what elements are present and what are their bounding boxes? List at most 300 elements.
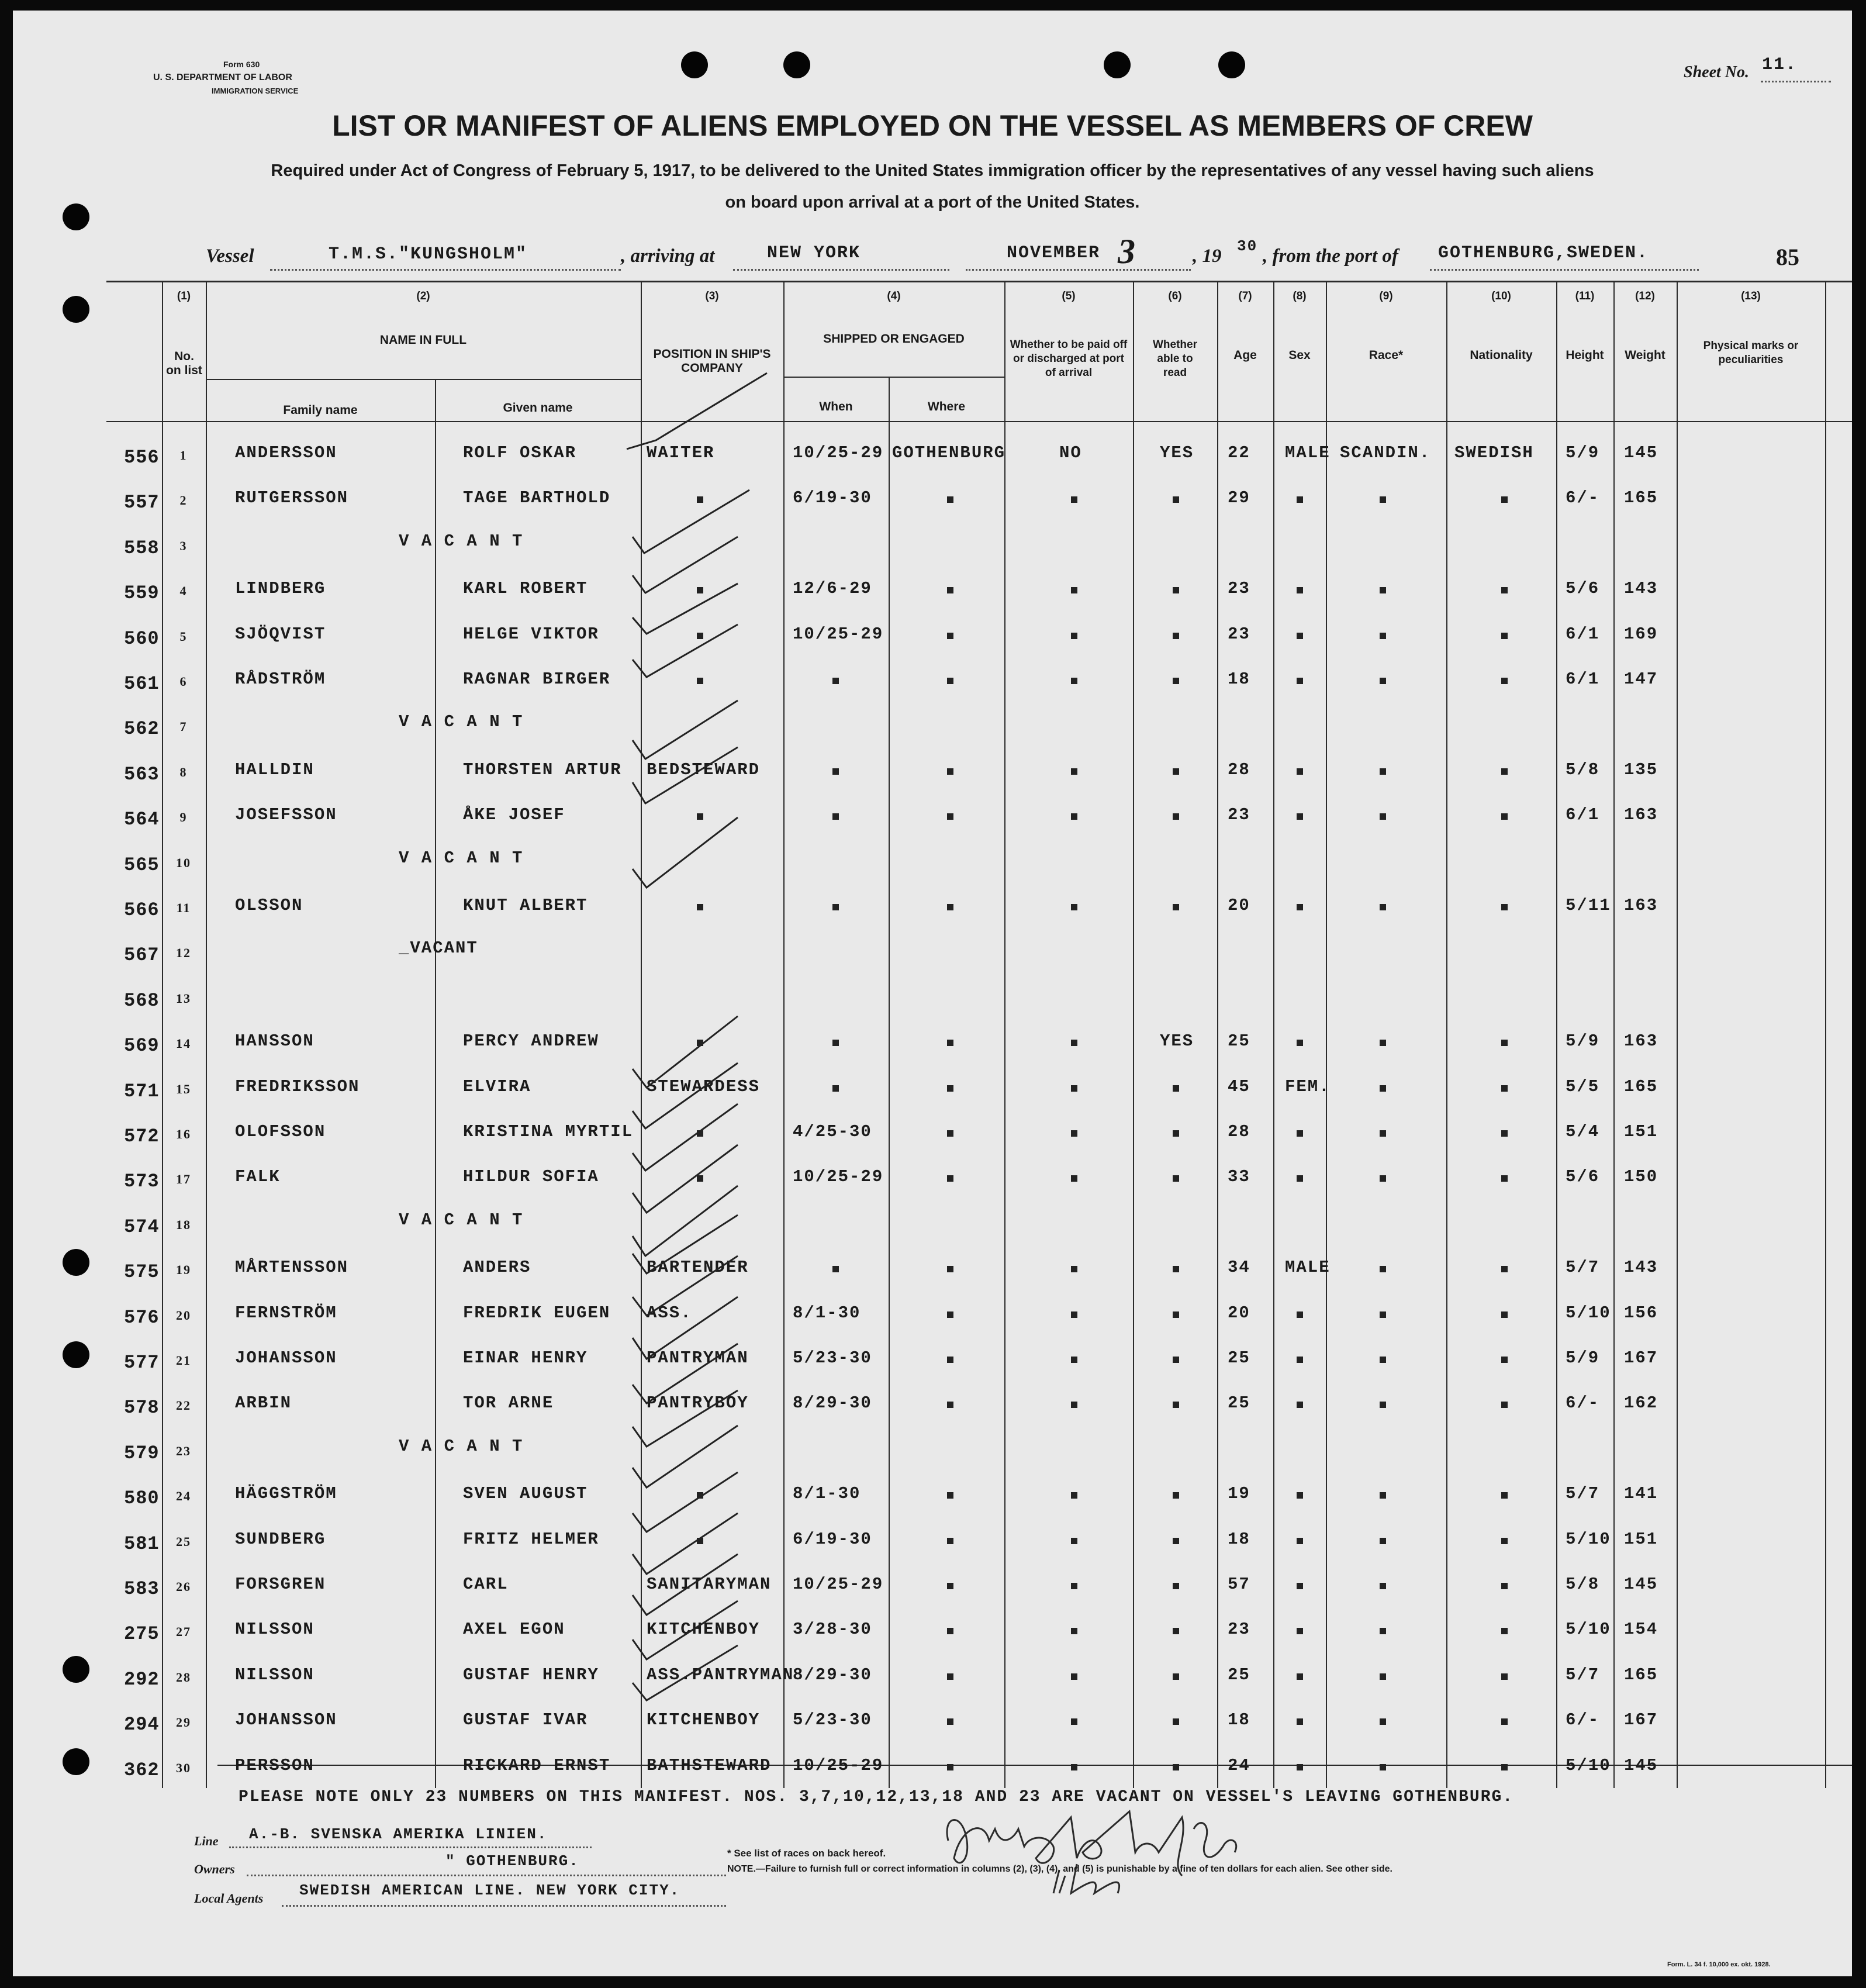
ditto-mark [1297,1311,1303,1318]
ledger-number: 292 [124,1668,160,1690]
cell-family: OLSSON [235,896,303,915]
cell-given: AXEL EGON [463,1620,565,1640]
ditto-mark [1173,587,1179,593]
ditto-mark [1501,1764,1508,1770]
ledger-number: 559 [124,582,160,605]
ditto-mark [1071,587,1077,593]
ditto-mark [1380,1492,1386,1499]
ditto-mark [1173,1130,1179,1137]
col-number: (7) [1238,290,1252,302]
cell-family: PERSSON [235,1755,315,1775]
cell-weight: 145 [1624,443,1658,463]
col-header-no: No. on list [166,350,202,377]
cell-age: 33 [1228,1167,1250,1187]
ditto-mark [1297,587,1303,593]
ditto-mark [1501,1175,1508,1182]
cell-age: 20 [1228,1303,1250,1323]
ditto-mark [1501,768,1508,775]
ditto-mark [947,768,953,775]
subtitle-line2: on board upon arrival at a port of the United States. [725,193,1140,212]
col-number: (8) [1293,290,1307,302]
punch-hole [1104,51,1131,78]
list-number: 30 [176,1760,191,1775]
cell-given: ROLF OSKAR [463,443,577,463]
cell-given: HILDUR SOFIA [463,1167,599,1187]
cell-position: SANITARYMAN [647,1575,772,1594]
cell-when: 5/23-30 [793,1710,872,1730]
list-number: 24 [176,1489,191,1504]
cell-position: STEWARDESS [647,1076,761,1096]
cell-given: HELGE VIKTOR [463,624,599,644]
ditto-mark [1071,1673,1077,1680]
ditto-mark [1071,1085,1077,1092]
cell-given: PERCY ANDREW [463,1031,599,1051]
ditto-mark [1297,1673,1303,1680]
department-name: U. S. DEPARTMENT OF LABOR [153,73,292,82]
ditto-mark [947,1130,953,1137]
ditto-mark [1380,904,1386,910]
cell-age: 28 [1228,1122,1250,1141]
ditto-mark [1501,1085,1508,1092]
ditto-mark [1380,496,1386,503]
cell-family: RÅDSTRÖM [235,669,326,689]
cell-family: JOHANSSON [235,1348,337,1368]
cell-age: 18 [1228,1710,1250,1730]
col-number: (9) [1379,290,1393,302]
list-number: 23 [176,1443,191,1458]
col-number: (11) [1575,290,1595,302]
cell-given: KRISTINA MYRTIL [463,1122,634,1141]
cell-family: ARBIN [235,1393,292,1413]
cell-given: FREDRIK EUGEN [463,1303,611,1323]
list-number: 26 [176,1579,191,1594]
ditto-mark [1297,496,1303,503]
cell-family: FREDRIKSSON [235,1076,360,1096]
list-number: 14 [176,1036,191,1051]
ditto-mark [947,1311,953,1318]
cell-weight: 135 [1624,760,1658,779]
col-header-position: POSITION IN SHIP'S COMPANY [653,347,771,375]
ditto-mark [1173,496,1179,503]
list-number: 8 [179,764,188,779]
cell-given: ELVIRA [463,1076,531,1096]
ledger-number: 558 [124,537,160,559]
list-number: 10 [176,855,191,870]
cell-weight: 156 [1624,1303,1658,1323]
ledger-number: 579 [124,1442,160,1464]
cell-age: 25 [1228,1665,1250,1685]
ditto-mark [1501,678,1508,684]
service-name: IMMIGRATION SERVICE [212,87,299,95]
page-number: 85 [1776,244,1799,270]
ditto-mark [1297,1628,1303,1634]
ditto-mark [1380,1764,1386,1770]
punch-hole [63,1341,89,1368]
cell-paid: NO [1059,443,1082,463]
cell-family: OLOFSSON [235,1122,326,1141]
ledger-number: 569 [124,1035,160,1057]
vacant-label: V A C A N T [399,848,524,868]
cell-height: 5/4 [1566,1122,1600,1141]
ditto-mark [1297,813,1303,820]
cell-weight: 167 [1624,1348,1658,1368]
ditto-mark [947,1673,953,1680]
ditto-mark [947,1357,953,1363]
cell-age: 25 [1228,1393,1250,1413]
ditto-mark [1501,904,1508,910]
list-number: 16 [176,1127,191,1141]
cell-when: 8/29-30 [793,1393,872,1413]
ditto-mark [1173,1628,1179,1634]
cell-weight: 163 [1624,896,1658,915]
cell-weight: 165 [1624,1076,1658,1096]
ditto-mark [1071,1266,1077,1272]
ditto-mark [947,1764,953,1770]
ditto-mark [1380,1673,1386,1680]
ditto-mark [1297,1583,1303,1589]
ditto-mark [832,1040,839,1046]
col-number: (6) [1168,290,1182,302]
vacant-label: V A C A N T [399,1436,524,1456]
cell-weight: 143 [1624,579,1658,599]
form-number: Form 630 [223,60,260,69]
ditto-mark [1380,1266,1386,1272]
ledger-number: 556 [124,447,160,468]
cell-given: GUSTAF IVAR [463,1710,588,1730]
check-marks [621,338,796,1788]
cell-height: 5/7 [1566,1665,1600,1685]
ditto-mark [1297,904,1303,910]
ledger-number: 574 [124,1216,160,1238]
ledger-number: 572 [124,1126,160,1147]
arrival-day: 3 [1118,232,1135,271]
manifest-sheet [13,11,1852,1976]
cell-age: 22 [1228,443,1250,463]
cell-when: 5/23-30 [793,1348,872,1368]
ledger-number: 580 [124,1487,160,1510]
col-header-when: When [819,400,853,413]
ditto-mark [947,678,953,684]
list-number: 28 [176,1669,191,1685]
arriving-label: , arriving at [621,246,715,267]
ditto-mark [1071,1583,1077,1589]
vacant-label: V A C A N T [399,712,524,732]
cell-given: ANDERS [463,1258,531,1278]
ditto-mark [1501,1311,1508,1318]
ditto-mark [1071,1402,1077,1408]
ditto-mark [1501,1357,1508,1363]
ditto-mark [1501,1538,1508,1544]
ditto-mark [1173,1673,1179,1680]
cell-position: ASS.PANTRYMAN [647,1665,794,1685]
ditto-mark [1173,1492,1179,1499]
vacant-label: V A C A N T [399,1210,524,1230]
cell-height: 5/10 [1566,1755,1611,1775]
list-number: 19 [176,1262,191,1278]
year-prefix: , 19 [1193,246,1222,267]
cell-height: 6/1 [1566,805,1600,825]
cell-age: 25 [1228,1348,1250,1368]
ditto-mark [947,1492,953,1499]
cell-weight: 145 [1624,1755,1658,1775]
ditto-mark [1380,1357,1386,1363]
ditto-mark [1071,1718,1077,1725]
cell-family: HALLDIN [235,760,315,779]
list-number: 7 [179,719,188,734]
ditto-mark [832,678,839,684]
ditto-mark [1173,678,1179,684]
cell-height: 5/7 [1566,1258,1600,1278]
cell-position: BARTENDER [647,1258,749,1278]
list-number: 22 [176,1398,191,1413]
list-number: 13 [176,990,191,1006]
cell-family: SUNDBERG [235,1529,326,1549]
ditto-mark [832,813,839,820]
ditto-mark [1173,1357,1179,1363]
cell-family: JOHANSSON [235,1710,337,1730]
ditto-mark [1501,1130,1508,1137]
ditto-mark [1173,633,1179,639]
col-header-name: NAME IN FULL [379,333,467,347]
ditto-mark [947,1175,953,1182]
ditto-mark [1071,1311,1077,1318]
arrival-port: NEW YORK [767,243,861,263]
ditto-mark [1173,904,1179,910]
ditto-mark [1380,587,1386,593]
cell-height: 5/8 [1566,760,1600,779]
list-number: 25 [176,1534,191,1549]
ledger-number: 362 [124,1759,160,1781]
cell-when: 6/19-30 [793,488,872,508]
ledger-number: 576 [124,1306,160,1328]
ditto-mark [1380,1402,1386,1408]
ditto-mark [1297,678,1303,684]
list-number: 5 [179,629,188,644]
ditto-mark [1173,1718,1179,1725]
cell-sex: MALE [1285,1258,1331,1278]
ditto-mark [1071,1492,1077,1499]
list-number: 12 [176,945,191,961]
ditto-mark [1501,587,1508,593]
ditto-mark [832,768,839,775]
cell-when: 10/25-29 [793,1167,884,1187]
from-port-label: , from the port of [1263,246,1398,267]
owners-label: Owners [194,1862,235,1876]
cell-nationality: SWEDISH [1454,443,1534,463]
cell-family: SJÖQVIST [235,624,326,644]
ditto-mark [1380,678,1386,684]
cell-family: NILSSON [235,1620,315,1640]
cell-height: 5/9 [1566,443,1600,463]
ledger-number: 563 [124,763,160,785]
ditto-mark [1380,1175,1386,1182]
cell-given: THORSTEN ARTUR [463,760,622,779]
cell-given: CARL [463,1575,509,1594]
form-code: Form. L. 34 f. 10,000 ex. okt. 1928. [1667,1961,1771,1968]
ditto-mark [1501,1673,1508,1680]
cell-family: NILSSON [235,1665,315,1685]
ledger-number: 275 [124,1623,160,1645]
ledger-number: 567 [124,944,160,967]
col-header-weight: Weight [1625,348,1665,362]
ditto-mark [947,633,953,639]
cell-family: ANDERSSON [235,443,337,463]
cell-position: PANTRYMAN [647,1348,749,1368]
cell-age: 23 [1228,624,1250,644]
ditto-mark [1380,768,1386,775]
ditto-mark [947,813,953,820]
ditto-mark [1501,1266,1508,1272]
cell-family: MÅRTENSSON [235,1258,349,1278]
col-header-family: Family name [283,403,358,417]
ditto-mark [1380,813,1386,820]
col-header-sex: Sex [1288,348,1311,362]
ditto-mark [1173,1085,1179,1092]
cell-read: YES [1160,1031,1194,1051]
ditto-mark [1501,633,1508,639]
col-header-given: Given name [503,401,573,415]
ditto-mark [947,496,953,503]
col-header-race: Race* [1369,348,1404,362]
cell-when: 10/25-29 [793,443,884,463]
col-header-height: Height [1566,348,1604,362]
ditto-mark [1173,768,1179,775]
cell-when: 8/29-30 [793,1665,872,1685]
line-label: Line [194,1834,219,1848]
cell-age: 24 [1228,1755,1250,1775]
ditto-mark [1297,633,1303,639]
cell-family: RUTGERSSON [235,488,349,508]
cell-height: 5/6 [1566,579,1600,599]
cell-when: 8/1-30 [793,1303,861,1323]
cell-age: 18 [1228,669,1250,689]
cell-when: 6/19-30 [793,1529,872,1549]
cell-when: 12/6-29 [793,579,872,599]
cell-age: 18 [1228,1529,1250,1549]
ditto-mark [1297,1764,1303,1770]
ditto-mark [1380,1718,1386,1725]
list-number: 3 [179,538,188,553]
ditto-mark [1071,1628,1077,1634]
cell-given: EINAR HENRY [463,1348,588,1368]
cell-height: 6/1 [1566,624,1600,644]
ditto-mark [1173,1311,1179,1318]
col-header-where: Where [927,400,966,413]
col-number: (5) [1062,290,1076,302]
cell-race: SCANDIN. [1340,443,1431,463]
ledger-number: 565 [124,854,160,876]
vessel-label: Vessel [206,246,254,267]
cell-when: 4/25-30 [793,1122,872,1141]
ditto-mark [1297,1130,1303,1137]
list-number: 6 [179,674,188,689]
cell-height: 6/- [1566,1710,1600,1730]
ditto-mark [1380,1538,1386,1544]
cell-when: 8/1-30 [793,1484,861,1504]
ditto-mark [1071,904,1077,910]
ditto-mark [1297,768,1303,775]
ledger-number: 566 [124,899,160,921]
cell-weight: 150 [1624,1167,1658,1187]
cell-when: 10/25-29 [793,1575,884,1594]
col-header-paid-off: Whether to be paid off or discharged at port of arrival [1010,339,1128,379]
cell-position: WAITER [647,443,715,463]
col-header-physical-marks: Physical marks or peculiarities [1703,340,1799,366]
ditto-mark [1501,1492,1508,1499]
ditto-mark [1501,1718,1508,1725]
ditto-mark [947,1402,953,1408]
cell-height: 5/10 [1566,1303,1611,1323]
ditto-mark [1380,1130,1386,1137]
ledger-number: 568 [124,989,160,1012]
vacant-label: _VACANT [399,938,478,958]
cell-height: 5/7 [1566,1484,1600,1504]
cell-height: 5/8 [1566,1575,1600,1594]
ditto-mark [832,1266,839,1272]
cell-age: 23 [1228,579,1250,599]
ditto-mark [832,1085,839,1092]
col-number: (4) [887,290,901,302]
col-number: (2) [416,290,430,302]
col-number: (13) [1741,290,1761,302]
cell-family: LINDBERG [235,579,326,599]
ditto-mark [1501,1583,1508,1589]
cell-weight: 163 [1624,805,1658,825]
cell-age: 29 [1228,488,1250,508]
list-number: 9 [179,810,188,825]
punch-hole [681,51,708,78]
ledger-number: 560 [124,627,160,650]
cell-sex: MALE [1285,443,1331,463]
ledger-number: 294 [124,1714,160,1736]
punch-hole [63,1249,89,1276]
cell-family: HÄGGSTRÖM [235,1484,337,1504]
list-number: 17 [176,1172,191,1187]
list-number: 11 [176,900,191,915]
ditto-mark [947,1266,953,1272]
document-title: LIST OR MANIFEST OF ALIENS EMPLOYED ON THE VESSEL AS MEMBERS OF CREW [332,109,1533,142]
ledger-number: 564 [124,809,160,831]
cell-family: FALK [235,1167,281,1187]
cell-weight: 147 [1624,669,1658,689]
cell-weight: 162 [1624,1393,1658,1413]
list-number: 20 [176,1307,191,1323]
cell-age: 34 [1228,1258,1250,1278]
ditto-mark [947,1085,953,1092]
list-number: 4 [179,584,188,599]
ditto-mark [1071,496,1077,503]
ditto-mark [1071,678,1077,684]
cell-weight: 143 [1624,1258,1658,1278]
ledger-number: 557 [124,492,160,514]
ditto-mark [832,904,839,910]
cell-weight: 169 [1624,624,1658,644]
ditto-mark [1071,1357,1077,1363]
cell-height: 5/11 [1566,896,1611,915]
ditto-mark [1380,1311,1386,1318]
ditto-mark [1173,1266,1179,1272]
ditto-mark [1380,633,1386,639]
cell-weight: 165 [1624,1665,1658,1685]
ditto-mark [947,1718,953,1725]
ditto-mark [1297,1492,1303,1499]
ledger-number: 581 [124,1533,160,1555]
ditto-mark [1071,1040,1077,1046]
cell-weight: 151 [1624,1529,1658,1549]
cell-age: 23 [1228,805,1250,825]
owners-value: " GOTHENBURG. [445,1852,579,1870]
ditto-mark [1173,1583,1179,1589]
